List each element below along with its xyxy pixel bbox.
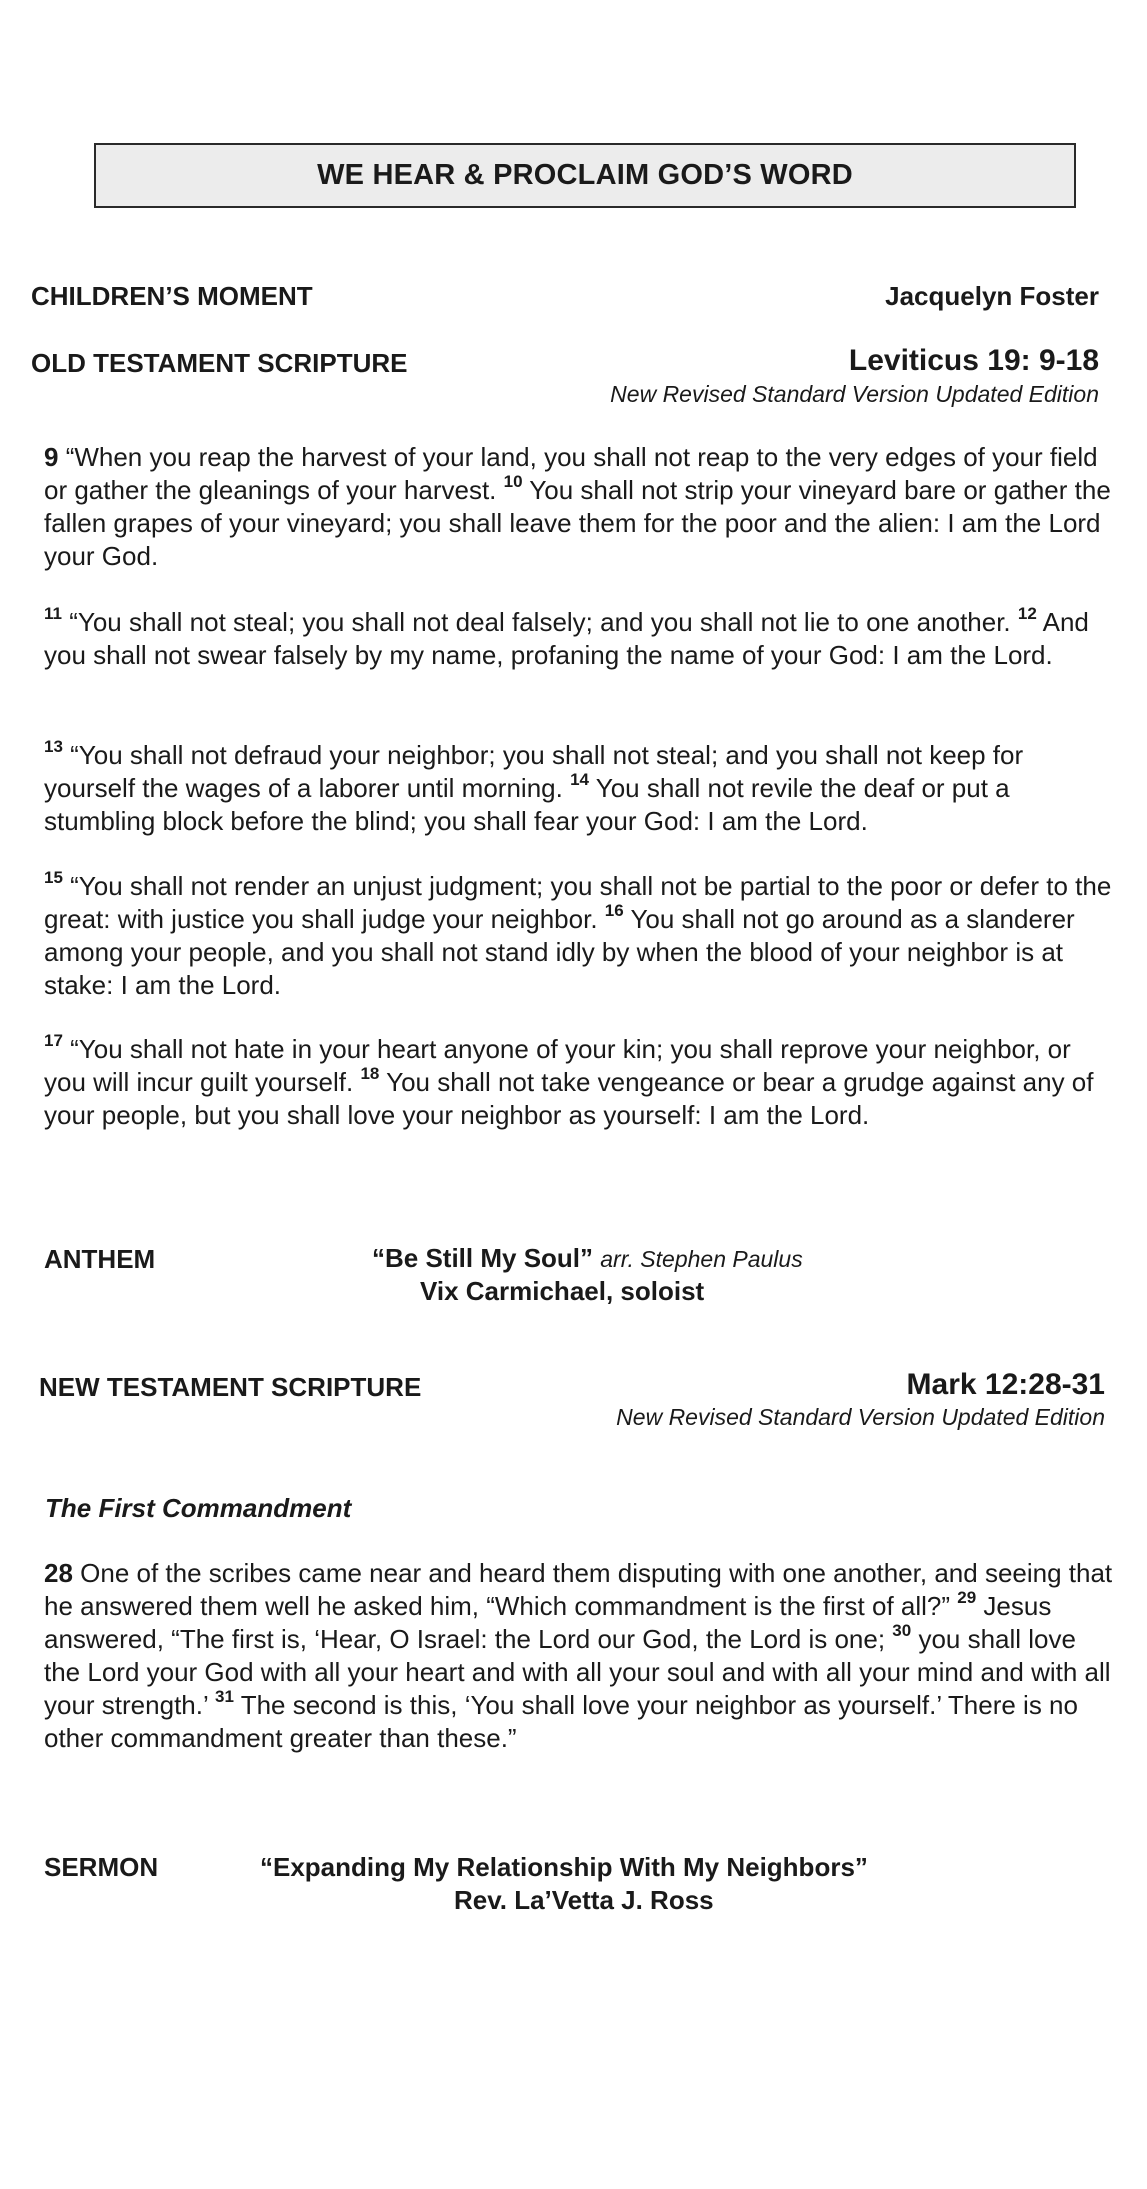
verse-text: You shall not revile the deaf or put a stumbling block before the blind; you shall fear your God: I am the Lord. — [44, 773, 1010, 836]
scripture-paragraph — [44, 870, 1118, 1002]
scripture-paragraph — [44, 606, 1118, 672]
verse-number: 28 — [44, 1558, 73, 1588]
old-testament-label: OLD TESTAMENT SCRIPTURE — [31, 348, 408, 378]
verse-number: 31 — [215, 1687, 234, 1707]
section-banner — [94, 143, 1076, 208]
verse-text: “You shall not steal; you shall not deal falsely; and you shall not lie to one another. — [61, 607, 1018, 637]
childrens-moment-leader: Jacquelyn Foster — [885, 281, 1099, 311]
scripture-paragraph — [44, 441, 1118, 573]
old-testament-version: New Revised Standard Version Updated Edition — [610, 381, 1099, 407]
scripture-paragraph — [44, 739, 1118, 838]
scripture-paragraph — [44, 1557, 1118, 1755]
new-testament-label: NEW TESTAMENT SCRIPTURE — [39, 1372, 422, 1402]
verse-text: And you shall not swear falsely by my name, profaning the name of your God: I am the Lord. — [44, 607, 1089, 670]
sermon-title: “Expanding My Relationship With My Neighbors” — [260, 1852, 868, 1882]
new-testament-version: New Revised Standard Version Updated Edition — [616, 1404, 1105, 1430]
anthem-title-line — [372, 1243, 803, 1274]
verse-number: 18 — [360, 1064, 380, 1084]
sermon-preacher: Rev. La’Vetta J. Ross — [454, 1885, 714, 1915]
verse-text: “You shall not render an unjust judgment; you shall not be partial to the poor or defer to the great: with justice you shall judge your neighbor. — [44, 871, 1112, 934]
anthem-soloist: Vix Carmichael, soloist — [420, 1276, 705, 1306]
verse-text: The second is this, ‘You shall love your neighbor as yourself.’ There is no other commandment greater than these.” — [44, 1690, 1078, 1753]
verse-number: 30 — [892, 1621, 912, 1641]
childrens-moment-label: CHILDREN’S MOMENT — [31, 281, 313, 311]
verse-number: 9 — [44, 442, 59, 472]
verse-text: you shall love the Lord your God with all your heart and with all your soul and with all your mind and with all your strength.’ — [44, 1624, 1111, 1720]
verse-number: 10 — [503, 472, 523, 492]
verse-text: You shall not strip your vineyard bare or gather the fallen grapes of your vineyard; you shall leave them for the poor and the alien: I am the Lord your God. — [44, 475, 1111, 571]
anthem-arranger: arr. Stephen Paulus — [600, 1246, 803, 1272]
verse-text: One of the scribes came near and heard them disputing with one another, and seeing that he answered them well he asked him, “Which commandment is the first of all?” — [44, 1558, 1113, 1621]
anthem-label: ANTHEM — [44, 1244, 156, 1274]
verse-number: 29 — [957, 1588, 977, 1608]
old-testament-reference: Leviticus 19: 9-18 — [848, 344, 1099, 377]
passage-heading: The First Commandment — [45, 1493, 352, 1523]
verse-text: Jesus answered, “The first is, ‘Hear, O Israel: the Lord our God, the Lord is one; — [44, 1591, 1052, 1654]
new-testament-reference: Mark 12:28-31 — [906, 1368, 1105, 1401]
verse-number: 14 — [570, 770, 589, 790]
section-banner-title: WE HEAR & PROCLAIM GOD’S WORD — [317, 159, 853, 191]
anthem-title: “Be Still My Soul” — [372, 1243, 594, 1273]
verse-number: 13 — [44, 737, 63, 757]
verse-text: You shall not go around as a slanderer among your people, and you shall not stand idly by when the blood of your neighbor is at stake: I am the Lord. — [44, 904, 1075, 1000]
verse-number: 17 — [44, 1031, 63, 1051]
verse-number: 12 — [1017, 604, 1037, 624]
verse-text: “You shall not hate in your heart anyone of your kin; you shall reprove your neighbor, or you will incur guilt yourself. — [44, 1034, 1071, 1097]
verse-text: “When you reap the harvest of your land, you shall not reap to the very edges of your field or gather the gleanings of your harvest. — [44, 442, 1098, 505]
verse-number: 11 — [44, 604, 62, 624]
scripture-paragraph — [44, 1033, 1118, 1132]
verse-number: 16 — [604, 901, 624, 921]
sermon-label: SERMON — [44, 1852, 159, 1882]
verse-text: You shall not take vengeance or bear a grudge against any of your people, but you shall love your neighbor as yourself: I am the Lord. — [44, 1067, 1094, 1130]
verse-number: 15 — [44, 868, 63, 888]
verse-text: “You shall not defraud your neighbor; you shall not steal; and you shall not keep for yourself the wages of a laborer until morning. — [44, 740, 1024, 803]
